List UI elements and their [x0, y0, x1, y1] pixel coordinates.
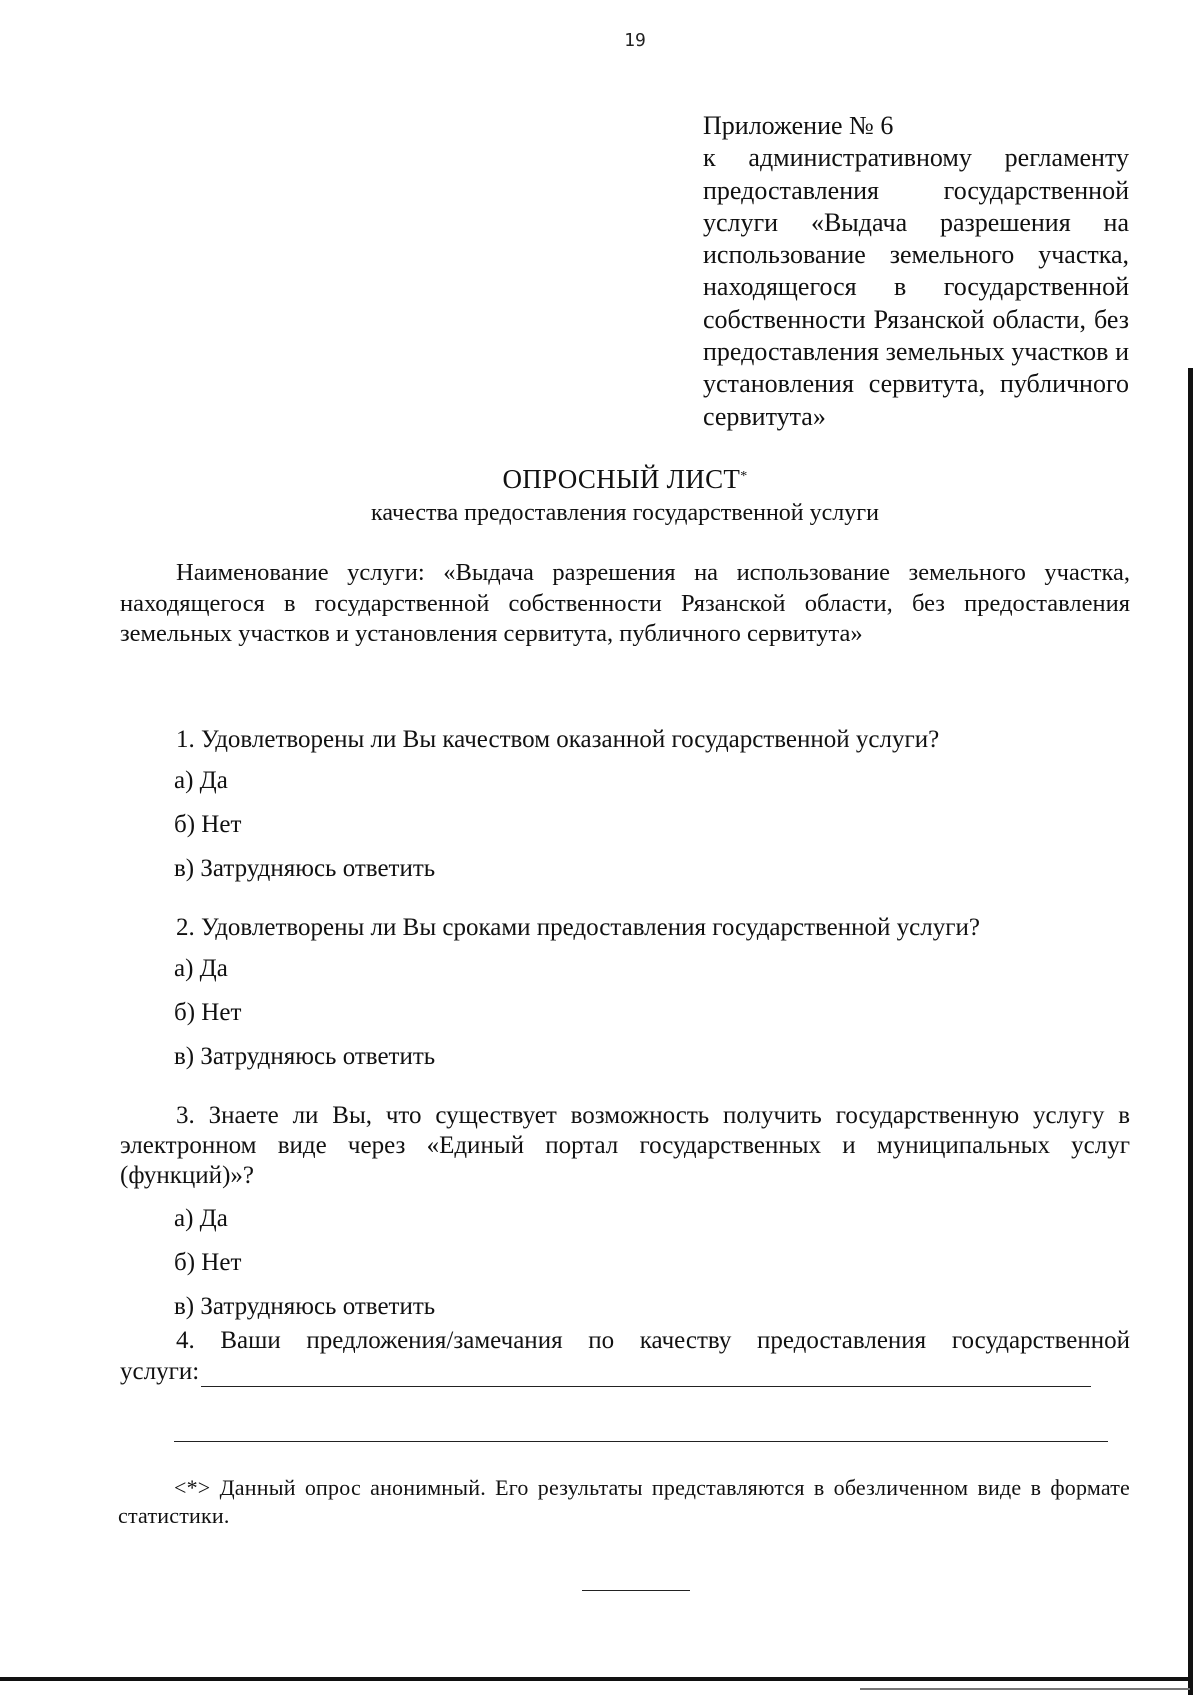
service-name-paragraph: Наименование услуги: «Выдача разрешения на использование земельного участка, находящегося в государственной собственности Рязанской области, без предоставления земельных участков и установления сервитута, публичного сервитута» [120, 559, 1130, 647]
appendix-body: к административному регламенту предоставления государственной услуги «Выдача разрешения на использование земельного участка, находящегося в государственной собственности Рязанской области, без предоставления земельных участков и установления сервитута, публичного сервитута» [703, 143, 1129, 431]
appendix-block [703, 110, 1129, 433]
question-4 [120, 1325, 1130, 1387]
question-4-answer-line-1[interactable] [201, 1362, 1091, 1387]
survey-title-footnote-marker: * [740, 469, 748, 484]
question-4-answer-line-2[interactable] [174, 1441, 1108, 1442]
question-1-option-b: б) Нет [174, 811, 242, 838]
question-3-option-c: в) Затрудняюсь ответить [174, 1293, 436, 1320]
question-1 [120, 725, 1130, 755]
appendix-title: Приложение № 6 [703, 111, 894, 140]
question-1-option-c: в) Затрудняюсь ответить [174, 855, 436, 882]
question-2-option-b: б) Нет [174, 999, 242, 1026]
survey-title-text: ОПРОСНЫЙ ЛИСТ [502, 464, 741, 494]
question-3-option-b: б) Нет [174, 1249, 242, 1276]
footnote: <*> Данный опрос анонимный. Его результаты представляются в обезличенном виде в формате статистики. [118, 1475, 1130, 1528]
scan-edge-bottom [0, 1677, 1193, 1681]
question-2 [120, 913, 1130, 943]
question-2-text: 2. Удовлетворены ли Вы сроками предоставления государственной услуги? [176, 914, 980, 941]
question-2-option-c: в) Затрудняюсь ответить [174, 1043, 436, 1070]
question-4-label: услуги: [120, 1358, 200, 1385]
question-1-text: 1. Удовлетворены ли Вы качеством оказанной государственной услуги? [176, 726, 940, 753]
question-2-option-a: а) Да [174, 955, 228, 982]
survey-subtitle: качества предоставления государственной услуги [371, 500, 879, 526]
question-3 [120, 1101, 1130, 1191]
survey-title-block [120, 463, 1130, 529]
question-1-option-a: а) Да [174, 767, 228, 794]
survey-title [120, 463, 1130, 495]
question-4-text: 4. Ваши предложения/замечания по качеству предоставления государственной [176, 1327, 1130, 1354]
question-3-option-a: а) Да [174, 1205, 228, 1232]
question-3-text: 3. Знаете ли Вы, что существует возможность получить государственную услугу в электронном виде через «Единый портал государственных и муниципальных услуг (функций)»? [120, 1102, 1130, 1189]
scan-edge-bottom-thin [860, 1688, 1190, 1690]
scan-edge-right [1188, 368, 1193, 1695]
question-4-answer-row [120, 1356, 1130, 1387]
end-divider [582, 1590, 690, 1591]
page-number: 19 [624, 30, 646, 51]
